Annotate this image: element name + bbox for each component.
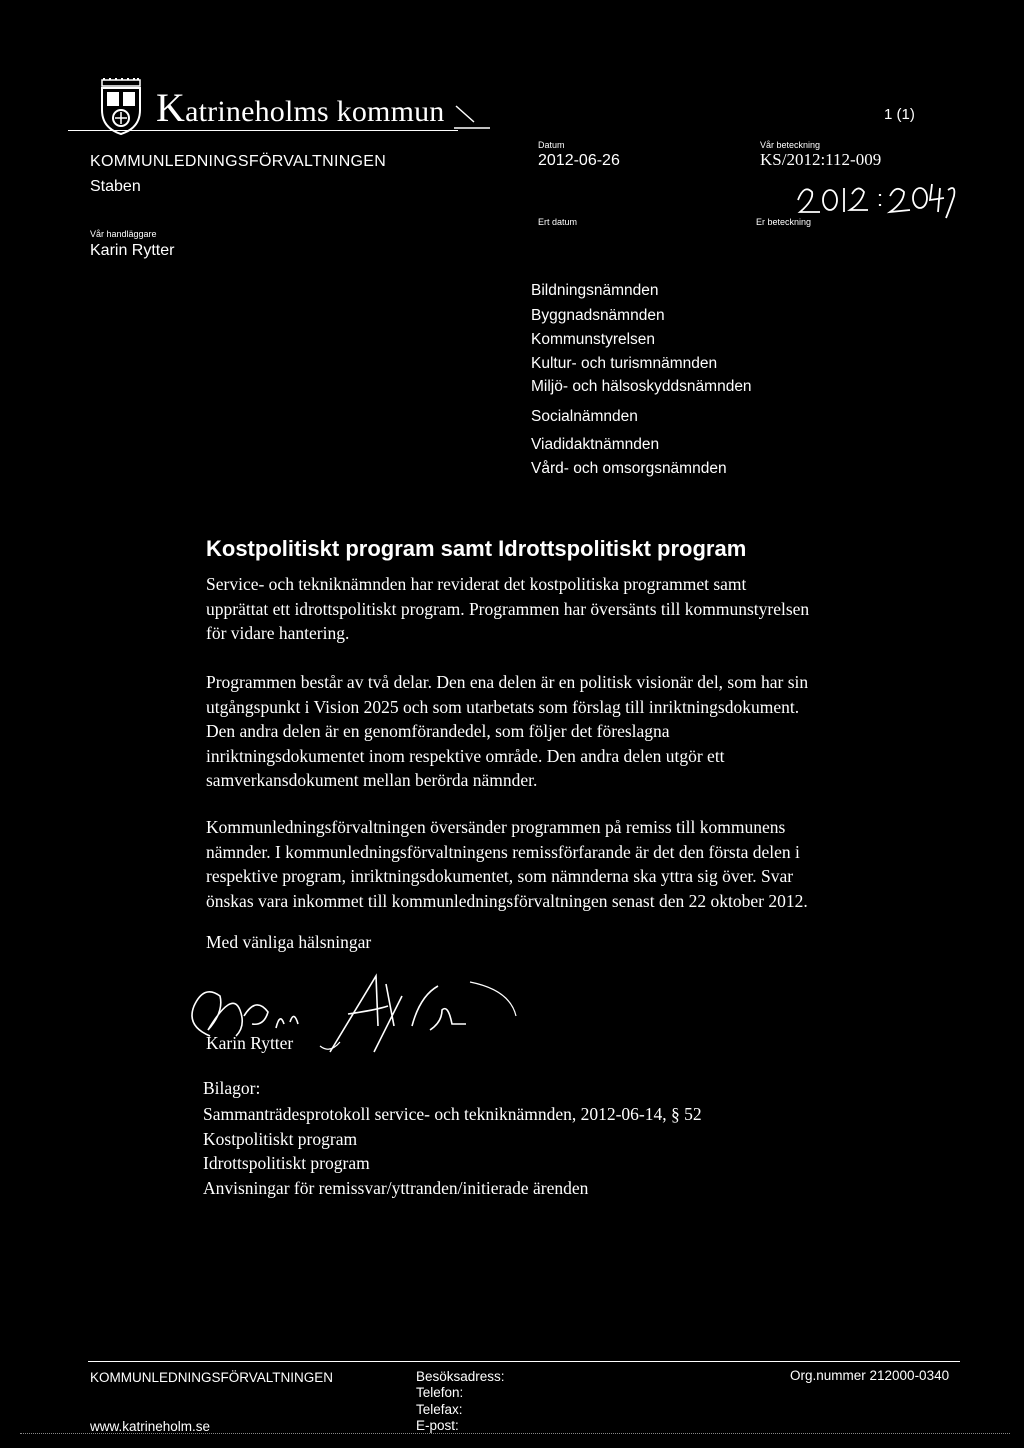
attachment-item: Anvisningar för remissvar/yttranden/initierade ärenden (203, 1177, 589, 1198)
recipient-item: Vård- och omsorgsnämnden (531, 460, 727, 477)
attachment-item: Idrottspolitiskt program (203, 1153, 370, 1173)
footer-phone-label: Telefon: (416, 1385, 464, 1401)
footer-visit-address-label: Besöksadress: (416, 1369, 505, 1384)
footer-fax-label: Telefax: (416, 1401, 463, 1417)
body-paragraph: Kommunledningsförvaltningen översänder programmen på remiss till kommunens nämnder. I kommunledningsförvaltningens remissförfarande är det den första delen i respektive program, inriktningsdokumentet, som nämnderna ska yttra sig över. Svar önskas vara inkommet till kommunledningsförvaltningen senast den 22 oktober 2012. (206, 817, 808, 911)
handler-label: Vår handläggare (90, 229, 157, 239)
body-paragraph: Programmen består av två delar. Den ena delen är en politisk visionär del, som har sin utgångspunkt i Vision 2025 och som utarbetats som förslag till inriktningsdokument. Den andra delen är en genomförandedel, som följer det föreslagna inriktningsdokumentet inom respektive område. Den andra delen utgör ett samverkansdokument mellan berörda nämnder. (206, 672, 809, 790)
our-reference-value: KS/2012:112-009 (760, 150, 882, 169)
recipient-item: Byggnadsnämnden (531, 307, 665, 324)
signer-name: Karin Rytter (206, 1033, 294, 1053)
date-value: 2012-06-26 (538, 152, 620, 169)
footer-dotted-line (20, 1433, 1010, 1435)
recipient-item: Bildningsnämnden (531, 282, 659, 299)
footer-website: www.katrineholm.se (90, 1419, 211, 1434)
attachment-item: Sammanträdesprotokoll service- och tekniknämnden, 2012-06-14, § 52 (203, 1104, 702, 1124)
department-name: KOMMUNLEDNINGSFÖRVALTNINGEN (90, 153, 387, 170)
your-date-label: Ert datum (538, 217, 578, 227)
your-reference-label: Er beteckning (756, 217, 812, 227)
footer-email-label: E-post: (416, 1417, 459, 1433)
our-reference-label: Vår beteckning (760, 140, 821, 150)
header-rule (68, 130, 458, 131)
attachment-item: Kostpolitiskt program (203, 1128, 358, 1149)
attachments-heading: Bilagor: (203, 1078, 261, 1098)
page-number: 1 (1) (884, 106, 915, 123)
municipal-crest-logo (98, 78, 144, 136)
organization-name: Katrineholms kommun (156, 85, 445, 130)
recipient-item: Kommunstyrelsen (531, 331, 656, 348)
closing-greeting: Med vänliga hälsningar (206, 932, 372, 952)
recipient-item: Kultur- och turismnämnden (531, 355, 718, 372)
footer-org-number: Org.nummer 212000-0340 (790, 1368, 950, 1383)
footer-department: KOMMUNLEDNINGSFÖRVALTNINGEN (90, 1370, 334, 1385)
recipient-item: Viadidaktnämnden (531, 436, 660, 453)
footer-rule (88, 1361, 960, 1362)
handwritten-reference (790, 170, 960, 228)
unit-name: Staben (90, 178, 141, 195)
header-rule-end (452, 104, 492, 130)
body-paragraph: Service- och tekniknämnden har reviderat det kostpolitiska programmet samt upprättat ett idrottspolitiskt program. Programmen har översänts till kommunstyrelsen för vidare hantering. (206, 574, 810, 643)
handler-name: Karin Rytter (90, 242, 175, 259)
document-title: Kostpolitiskt program samt Idrottspolitiskt program (206, 536, 747, 561)
footer-contact-labels (416, 1369, 505, 1434)
date-label: Datum (538, 140, 565, 150)
attachments-list (203, 1102, 702, 1200)
recipient-item: Socialnämnden (531, 408, 638, 425)
recipient-item: Miljö- och hälsoskyddsnämnden (531, 378, 752, 395)
